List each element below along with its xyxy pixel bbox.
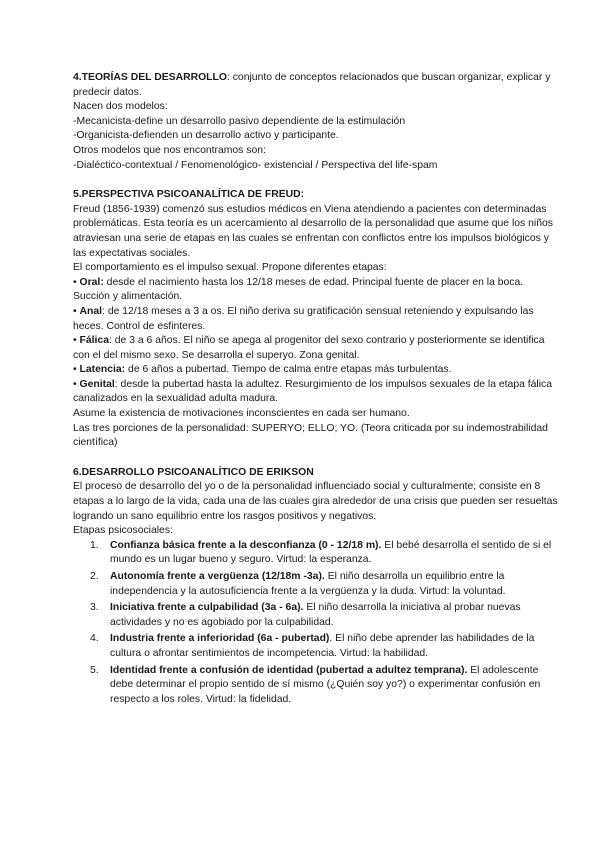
spacer <box>73 451 560 466</box>
section-5-title: 5.PERSPECTIVA PSICOANALÍTICA DE FREUD: <box>73 189 305 201</box>
stage-name: Anal <box>79 305 103 317</box>
bullet: • <box>73 378 80 390</box>
section-4-title-rest: : conjunto de conceptos relacionados que buscan organizar, explicar y predecir datos. <box>73 72 551 98</box>
stage-text: desde el nacimiento hasta los 12/18 meses de edad. Principal fuente de placer en la boca. Succión y alimentación. <box>73 276 524 303</box>
freud-stage-oral <box>73 276 560 305</box>
erikson-stage-list <box>73 539 560 708</box>
section-4-paragraph <box>73 71 560 100</box>
stage-text: : desde la pubertad hasta la adultez. Resurgimiento de los impulsos sexuales de la etapa fálica canalizados en la sexualidad adulta madura. <box>73 378 553 405</box>
stage-text: El bebé desarrolla el sentido de si el mundo es un lugar bueno y seguro. Virtud: la esperanza. <box>110 539 552 566</box>
stage-text: El niño desarrolla un equilibrio entre la independencia y la autosuficiencia frente a la vergüenza y la duda. Virtud: la voluntad. <box>110 571 506 597</box>
freud-stage-falica <box>73 334 560 363</box>
stage-name: Identidad frente a confusión de identidad (pubertad a adultez temprana). <box>110 664 468 676</box>
freud-stage-anal <box>73 305 560 334</box>
stage-name: Fálica <box>79 335 109 347</box>
section-4-line: -Organicista-defienden un desarrollo activo y participante. <box>73 130 339 142</box>
erikson-stage-item <box>73 570 560 599</box>
section-6-stages-label: Etapas psicosociales: <box>73 525 173 537</box>
bullet: • <box>73 335 80 347</box>
bullet: • <box>73 305 80 317</box>
stage-text: El adolescente debe determinar el propio sentido de sí mismo (¿Quién soy yo?) o experimentar confusión en respecto a los roles. Virtud: la fidelidad. <box>110 664 541 705</box>
freud-stage-genital <box>73 378 560 407</box>
section-4-line: Nacen dos modelos: <box>73 101 168 113</box>
stage-text: El niño desarrolla la iniciativa al probar nuevas actividades y no es agobiado por la culpabilidad. <box>110 602 521 628</box>
erikson-stage-item <box>73 664 560 708</box>
stage-name: Genital <box>79 378 115 390</box>
section-5-closing-2: Las tres porciones de la personalidad: SUPERYO; ELLO; YO. (Teora criticada por su indemostrabilidad científica) <box>73 422 548 449</box>
list-number: 1. <box>90 539 99 551</box>
section-5-closing-1: Asume la existencia de motivaciones inconscientes en cada ser humano. <box>73 408 410 420</box>
section-5-intro: Freud (1856-1939) comenzó sus estudios médicos en Viena atendiendo a pacientes con determinadas problemáticas. Esta teoría es un acercamiento al desarrollo de la personalidad que asume que los niños atraviesan una serie de etapas en las cuales se enfrentan con conflictos entre los impulsos biológicos y las expectativas sociales. <box>73 203 553 259</box>
section-4-line: -Mecanicista-define un desarrollo pasivo dependiente de la estimulación <box>73 115 406 127</box>
freud-stage-latencia <box>73 363 560 378</box>
erikson-stage-item <box>73 632 560 661</box>
list-number: 3. <box>90 602 99 614</box>
section-6-intro: El proceso de desarrollo del yo o de la personalidad influenciado social y culturalmente; consiste en 8 etapas a lo largo de la vida, cada una de las cuales gira alrededor de una crisis que pueden ser resueltas logrando un sano equilibrio entre los rasgos positivos y negativos. <box>73 481 558 522</box>
section-5-intro-2: El comportamiento es el impulso sexual. Propone diferentes etapas: <box>73 262 387 274</box>
section-4-title: 4.TEORÍAS DEL DESARROLLO <box>73 72 227 83</box>
stage-name: Autonomía frente a vergüenza (12/18m -3a). <box>110 571 325 582</box>
section-4-line: Otros modelos que nos encontramos son: <box>73 144 266 156</box>
section-4-line: -Dialéctico-contextual / Fenomenológico- existencial / Perspectiva del life-spam <box>73 159 438 171</box>
stage-name: Industria frente a inferioridad (6a - pubertad) <box>110 633 330 645</box>
stage-text: . El niño debe aprender las habilidades de la cultura o afrontar sentimientos de incompetencia. Virtud: la habilidad. <box>110 633 535 659</box>
list-number: 5. <box>90 664 99 676</box>
stage-name: Confianza básica frente a la desconfianza (0 - 12/18 m). <box>110 539 382 551</box>
stage-text: : de 12/18 meses a 3 a os. El niño deriva su gratificación sensual reteniendo y expulsando las heces. Control de esfinteres. <box>73 305 534 332</box>
erikson-stage-item <box>73 601 560 630</box>
list-number: 2. <box>90 571 99 582</box>
stage-name: Iniciativa frente a culpabilidad (3a - 6a). <box>110 602 304 614</box>
bullet: • <box>73 276 80 288</box>
bullet: • <box>73 364 80 376</box>
stage-name: Latencia: <box>79 364 126 376</box>
stage-text: de 6 años a pubertad. Tiempo de calma entre etapas más turbulentas. <box>125 364 452 376</box>
section-6-title: 6.DESARROLLO PSICOANALÍTICO DE ERIKSON <box>73 466 314 478</box>
spacer <box>73 173 560 188</box>
erikson-stage-item <box>73 539 560 568</box>
list-number: 4. <box>90 633 99 645</box>
stage-text: : de 3 a 6 años. El niño se apega al progenitor del sexo contrario y posteriormente se identifica con el del mismo sexo. Se desarrolla el superyo. Zona genital. <box>73 335 545 361</box>
stage-name: Oral: <box>79 276 104 288</box>
